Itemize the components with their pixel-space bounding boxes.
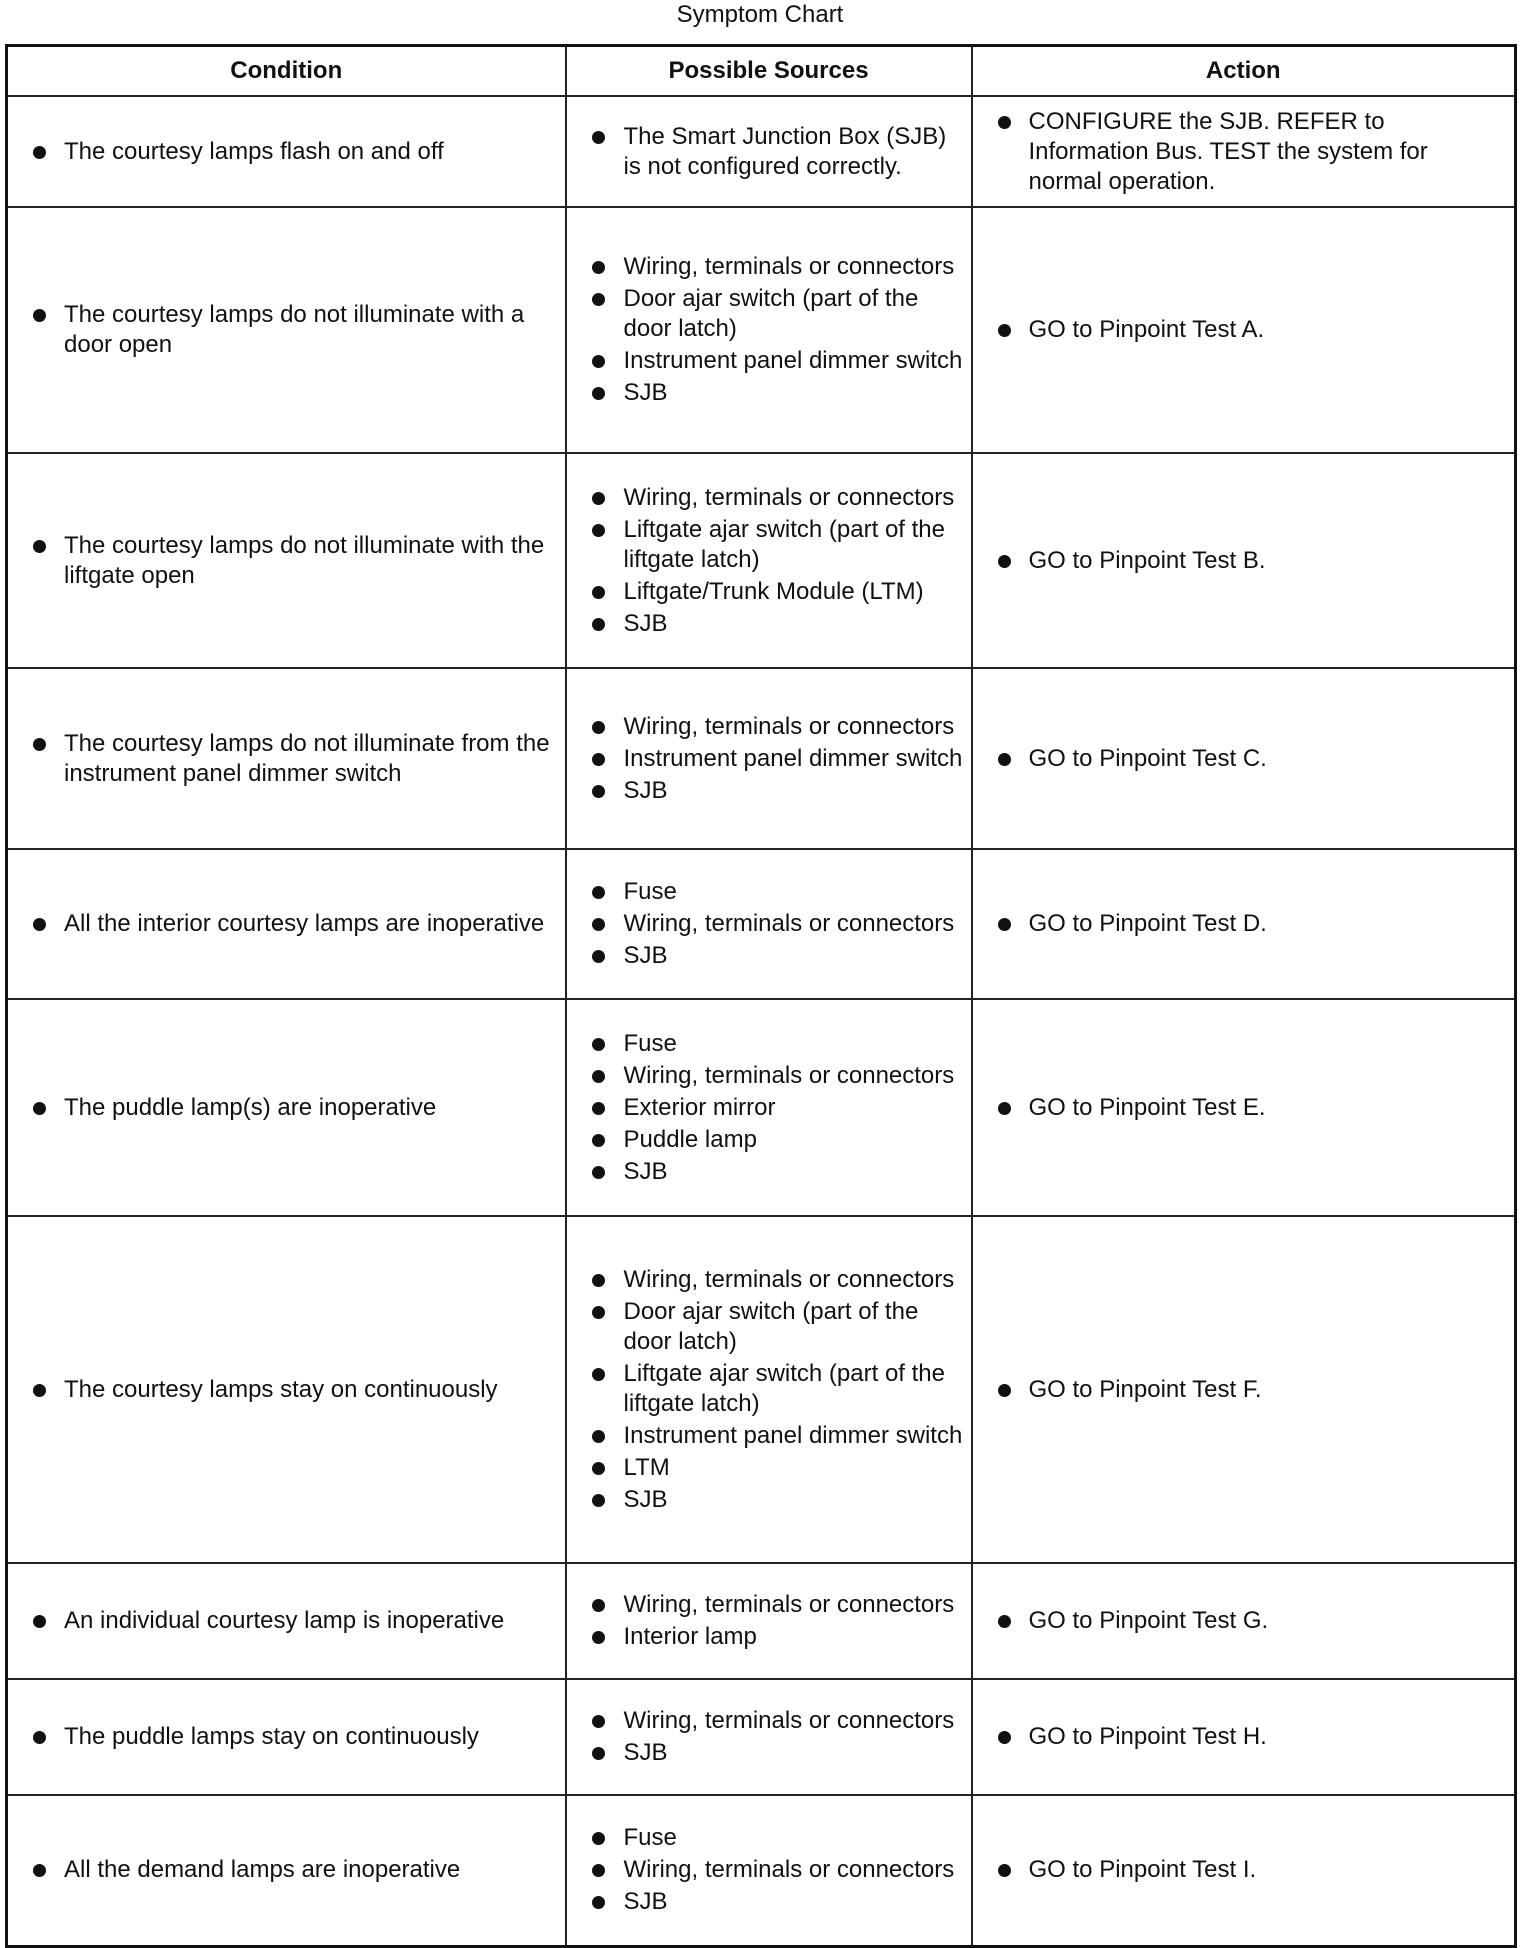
source-item: Puddle lamp — [567, 1125, 971, 1155]
source-item: SJB — [567, 1887, 971, 1917]
source-item: Wiring, terminals or connectors — [567, 252, 971, 282]
source-item: SJB — [567, 1157, 971, 1187]
source-item: Wiring, terminals or connectors — [567, 1855, 971, 1885]
sources-list — [567, 122, 971, 182]
sources-list — [567, 1265, 971, 1515]
sources-cell — [566, 999, 972, 1216]
sources-list — [567, 1029, 971, 1187]
table-row — [7, 1679, 1516, 1795]
condition-text: The courtesy lamps flash on and off — [8, 137, 565, 167]
condition-text: The courtesy lamps do not illuminate from the instrument panel dimmer switch — [8, 729, 565, 789]
sources-list — [567, 1823, 971, 1917]
condition-text: The puddle lamp(s) are inoperative — [8, 1093, 565, 1123]
condition-cell — [7, 1679, 566, 1795]
table-row — [7, 1795, 1516, 1946]
sources-cell — [566, 453, 972, 668]
source-item: Wiring, terminals or connectors — [567, 483, 971, 513]
sources-cell — [566, 1795, 972, 1946]
sources-cell — [566, 1216, 972, 1563]
table-row — [7, 849, 1516, 999]
source-item: Liftgate ajar switch (part of the liftgate latch) — [567, 1359, 971, 1419]
source-item: Instrument panel dimmer switch — [567, 346, 971, 376]
table-row — [7, 668, 1516, 849]
source-item: The Smart Junction Box (SJB) is not configured correctly. — [567, 122, 971, 182]
source-item: Liftgate ajar switch (part of the liftgate latch) — [567, 515, 971, 575]
source-item: SJB — [567, 378, 971, 408]
source-item: LTM — [567, 1453, 971, 1483]
action-cell — [972, 999, 1516, 1216]
condition-cell — [7, 999, 566, 1216]
source-item: SJB — [567, 1485, 971, 1515]
sources-cell — [566, 207, 972, 453]
condition-cell — [7, 668, 566, 849]
source-item: SJB — [567, 609, 971, 639]
source-item: Wiring, terminals or connectors — [567, 1265, 971, 1295]
source-item: Wiring, terminals or connectors — [567, 909, 971, 939]
condition-text: An individual courtesy lamp is inoperative — [8, 1606, 565, 1636]
action-text: GO to Pinpoint Test C. — [973, 744, 1515, 774]
sources-cell — [566, 96, 972, 207]
source-item: Exterior mirror — [567, 1093, 971, 1123]
source-item: Wiring, terminals or connectors — [567, 1706, 971, 1736]
table-row — [7, 1563, 1516, 1679]
action-cell — [972, 1795, 1516, 1946]
condition-text: All the demand lamps are inoperative — [8, 1855, 565, 1885]
action-text: GO to Pinpoint Test G. — [973, 1606, 1515, 1636]
sources-cell — [566, 1679, 972, 1795]
action-cell — [972, 453, 1516, 668]
sources-cell — [566, 849, 972, 999]
action-text: GO to Pinpoint Test I. — [973, 1855, 1515, 1885]
action-cell — [972, 668, 1516, 849]
action-cell — [972, 1563, 1516, 1679]
source-item: Instrument panel dimmer switch — [567, 1421, 971, 1451]
sources-list — [567, 1706, 971, 1768]
action-cell — [972, 96, 1516, 207]
sources-list — [567, 712, 971, 806]
action-text: GO to Pinpoint Test E. — [973, 1093, 1515, 1123]
action-text: GO to Pinpoint Test H. — [973, 1722, 1515, 1752]
action-cell — [972, 207, 1516, 453]
action-cell — [972, 1679, 1516, 1795]
header-action: Action — [972, 46, 1516, 97]
condition-text: All the interior courtesy lamps are inoperative — [8, 909, 565, 939]
source-item: SJB — [567, 776, 971, 806]
sources-cell — [566, 1563, 972, 1679]
condition-cell — [7, 453, 566, 668]
source-item: Door ajar switch (part of the door latch) — [567, 1297, 971, 1357]
action-text: GO to Pinpoint Test A. — [973, 315, 1515, 345]
action-text: GO to Pinpoint Test F. — [973, 1375, 1515, 1405]
source-item: Fuse — [567, 1029, 971, 1059]
header-condition: Condition — [7, 46, 566, 97]
action-cell — [972, 849, 1516, 999]
source-item: SJB — [567, 1738, 971, 1768]
condition-cell — [7, 1795, 566, 1946]
table-body — [7, 96, 1516, 1946]
source-item: Wiring, terminals or connectors — [567, 1061, 971, 1091]
table-row — [7, 999, 1516, 1216]
source-item: SJB — [567, 941, 971, 971]
table-row — [7, 453, 1516, 668]
sources-cell — [566, 668, 972, 849]
chart-title: Symptom Chart — [676, 1, 844, 28]
action-text: GO to Pinpoint Test B. — [973, 546, 1515, 576]
sources-list — [567, 483, 971, 639]
header-possible-sources: Possible Sources — [566, 46, 972, 97]
source-item: Liftgate/Trunk Module (LTM) — [567, 577, 971, 607]
source-item: Fuse — [567, 1823, 971, 1853]
condition-text: The courtesy lamps stay on continuously — [8, 1375, 565, 1405]
table-row — [7, 1216, 1516, 1563]
sources-list — [567, 252, 971, 408]
condition-cell — [7, 96, 566, 207]
source-item: Instrument panel dimmer switch — [567, 744, 971, 774]
source-item: Interior lamp — [567, 1622, 971, 1652]
condition-text: The courtesy lamps do not illuminate with a door open — [8, 300, 565, 360]
action-text: CONFIGURE the SJB. REFER to Information Bus. TEST the system for normal operation. — [973, 107, 1515, 197]
source-item: Wiring, terminals or connectors — [567, 1590, 971, 1620]
sources-list — [567, 877, 971, 971]
source-item: Fuse — [567, 877, 971, 907]
table-header-row — [7, 46, 1516, 97]
table-row — [7, 96, 1516, 207]
condition-cell — [7, 207, 566, 453]
action-text: GO to Pinpoint Test D. — [973, 909, 1515, 939]
condition-cell — [7, 1563, 566, 1679]
condition-text: The puddle lamps stay on continuously — [8, 1722, 565, 1752]
symptom-table — [5, 44, 1517, 1948]
sources-list — [567, 1590, 971, 1652]
condition-cell — [7, 1216, 566, 1563]
table-row — [7, 207, 1516, 453]
source-item: Door ajar switch (part of the door latch) — [567, 284, 971, 344]
condition-text: The courtesy lamps do not illuminate with the liftgate open — [8, 531, 565, 591]
action-cell — [972, 1216, 1516, 1563]
source-item: Wiring, terminals or connectors — [567, 712, 971, 742]
condition-cell — [7, 849, 566, 999]
